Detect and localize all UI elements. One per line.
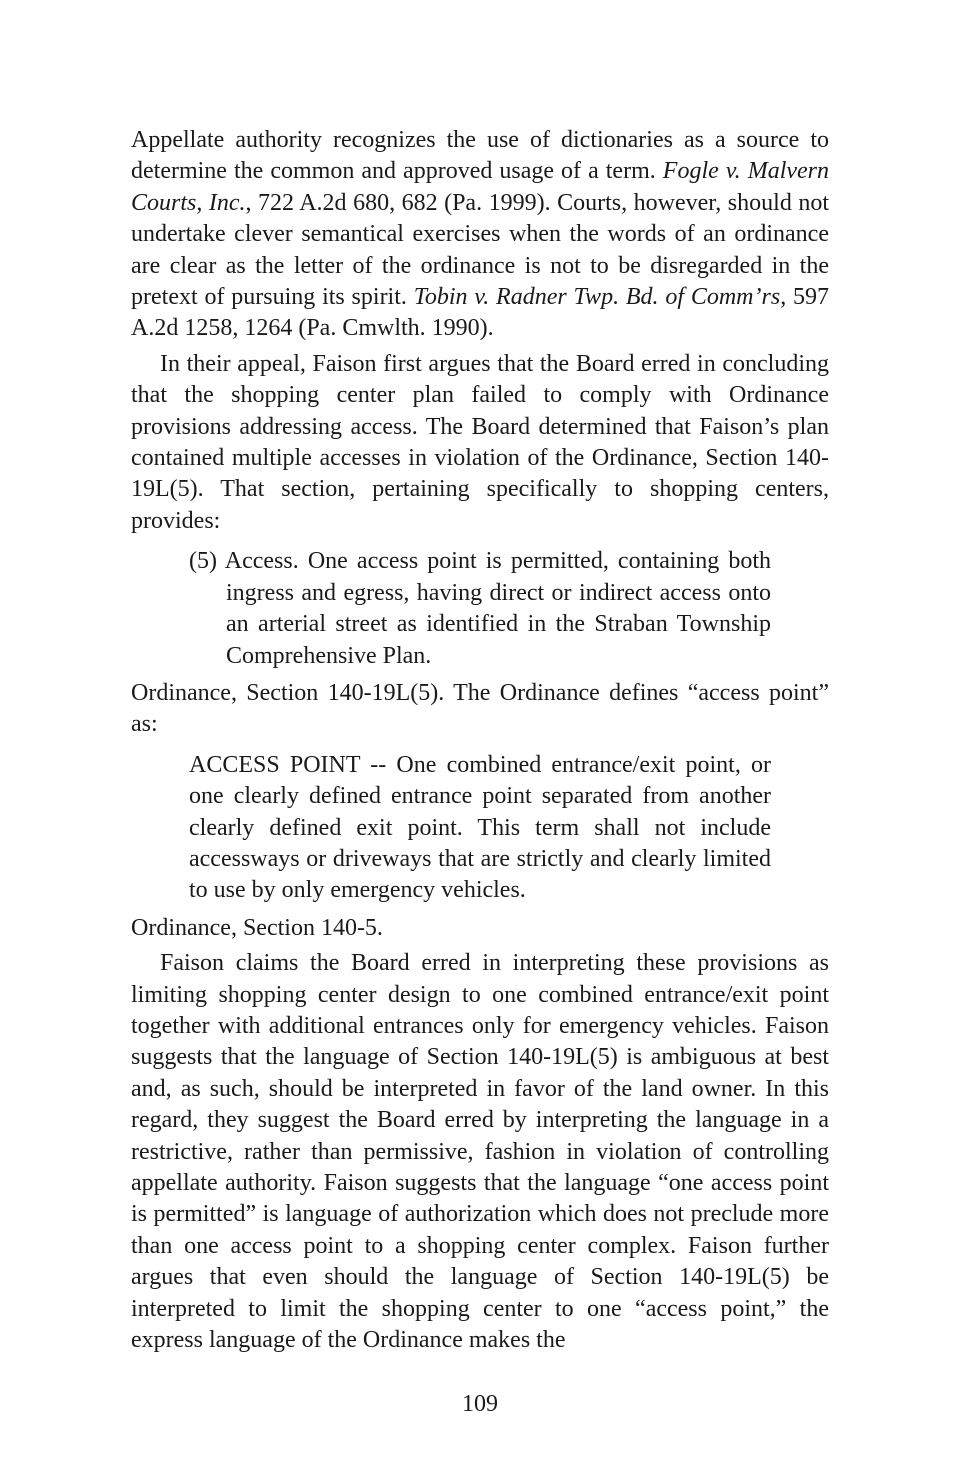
paragraph-dictionaries [131,125,829,345]
paragraph-faison-claims: Faison claims the Board erred in interpreting these provisions as limiting shopping center design to one combined entrance/exit point together with additional entrances only for emergency vehicles. Faison suggests that the language of Section 140-19L(5) is ambiguous at best and, as such, should be interpreted in favor of the land owner. In this regard, they suggest the Board erred by interpreting the language in a restrictive, rather than permissive, fashion in violation of controlling appellate authority. Faison suggests that the language “one access point is permitted” is language of authorization which does not preclude more than one access point to a shopping center complex. Faison further argues that even should the language of Section 140-19L(5) be interpreted to limit the shopping center to one “access point,” the express language of the Ordinance makes the [131,950,829,1354]
case-citation-tobin: Tobin v. Radner Twp. Bd. of Comm’rs [413,284,781,311]
paragraph-appeal-argument: In their appeal, Faison first argues that the Board erred in concluding that the shopping center plan failed to comply with Ordinance provisions addressing access. The Board determined that Faison’s plan contained multiple accesses in violation of the Ordinance, Section 140-19L(5). That section, pertaining specifically to shopping centers, provides: [131,350,829,534]
block-quote-access-provision: (5) Access. One access point is permitted, containing both ingress and egress, having direct or indirect access onto an arterial street as identified in the Straban Township Comprehensive Plan. [189,548,771,669]
page-body [131,125,829,1356]
case-citation-fogle: Fogle v. Malvern Courts, Inc. [131,158,830,216]
paragraph-text: , 722 A.2d 680, 682 (Pa. 1999). Courts, however, should not undertake clever semantical exercises when the words of an ordinance are clear as the letter of the ordinance is not to be disregarded in the pretext of pursuing its spirit. [131,189,830,311]
paragraph-text: , 597 A.2d 1258, 1264 (Pa. Cmwlth. 1990). [131,284,830,342]
citation-section-140-5: Ordinance, Section 140-5. [131,914,383,941]
paragraph-text: Appellate authority recognizes the use of dictionaries as a source to determine the common and approved usage of a term. [131,127,829,185]
page-number: 109 [462,1391,498,1417]
citation-section-140-19l5: Ordinance, Section 140-19L(5). The Ordinance defines “access point” as: [131,679,829,738]
block-quote-access-point-definition: ACCESS POINT -- One combined entrance/exit point, or one clearly defined entrance point separated from another clearly defined exit point. This term shall not include accessways or driveways that are strictly and clearly limited to use by only emergency vehicles. [189,751,771,904]
